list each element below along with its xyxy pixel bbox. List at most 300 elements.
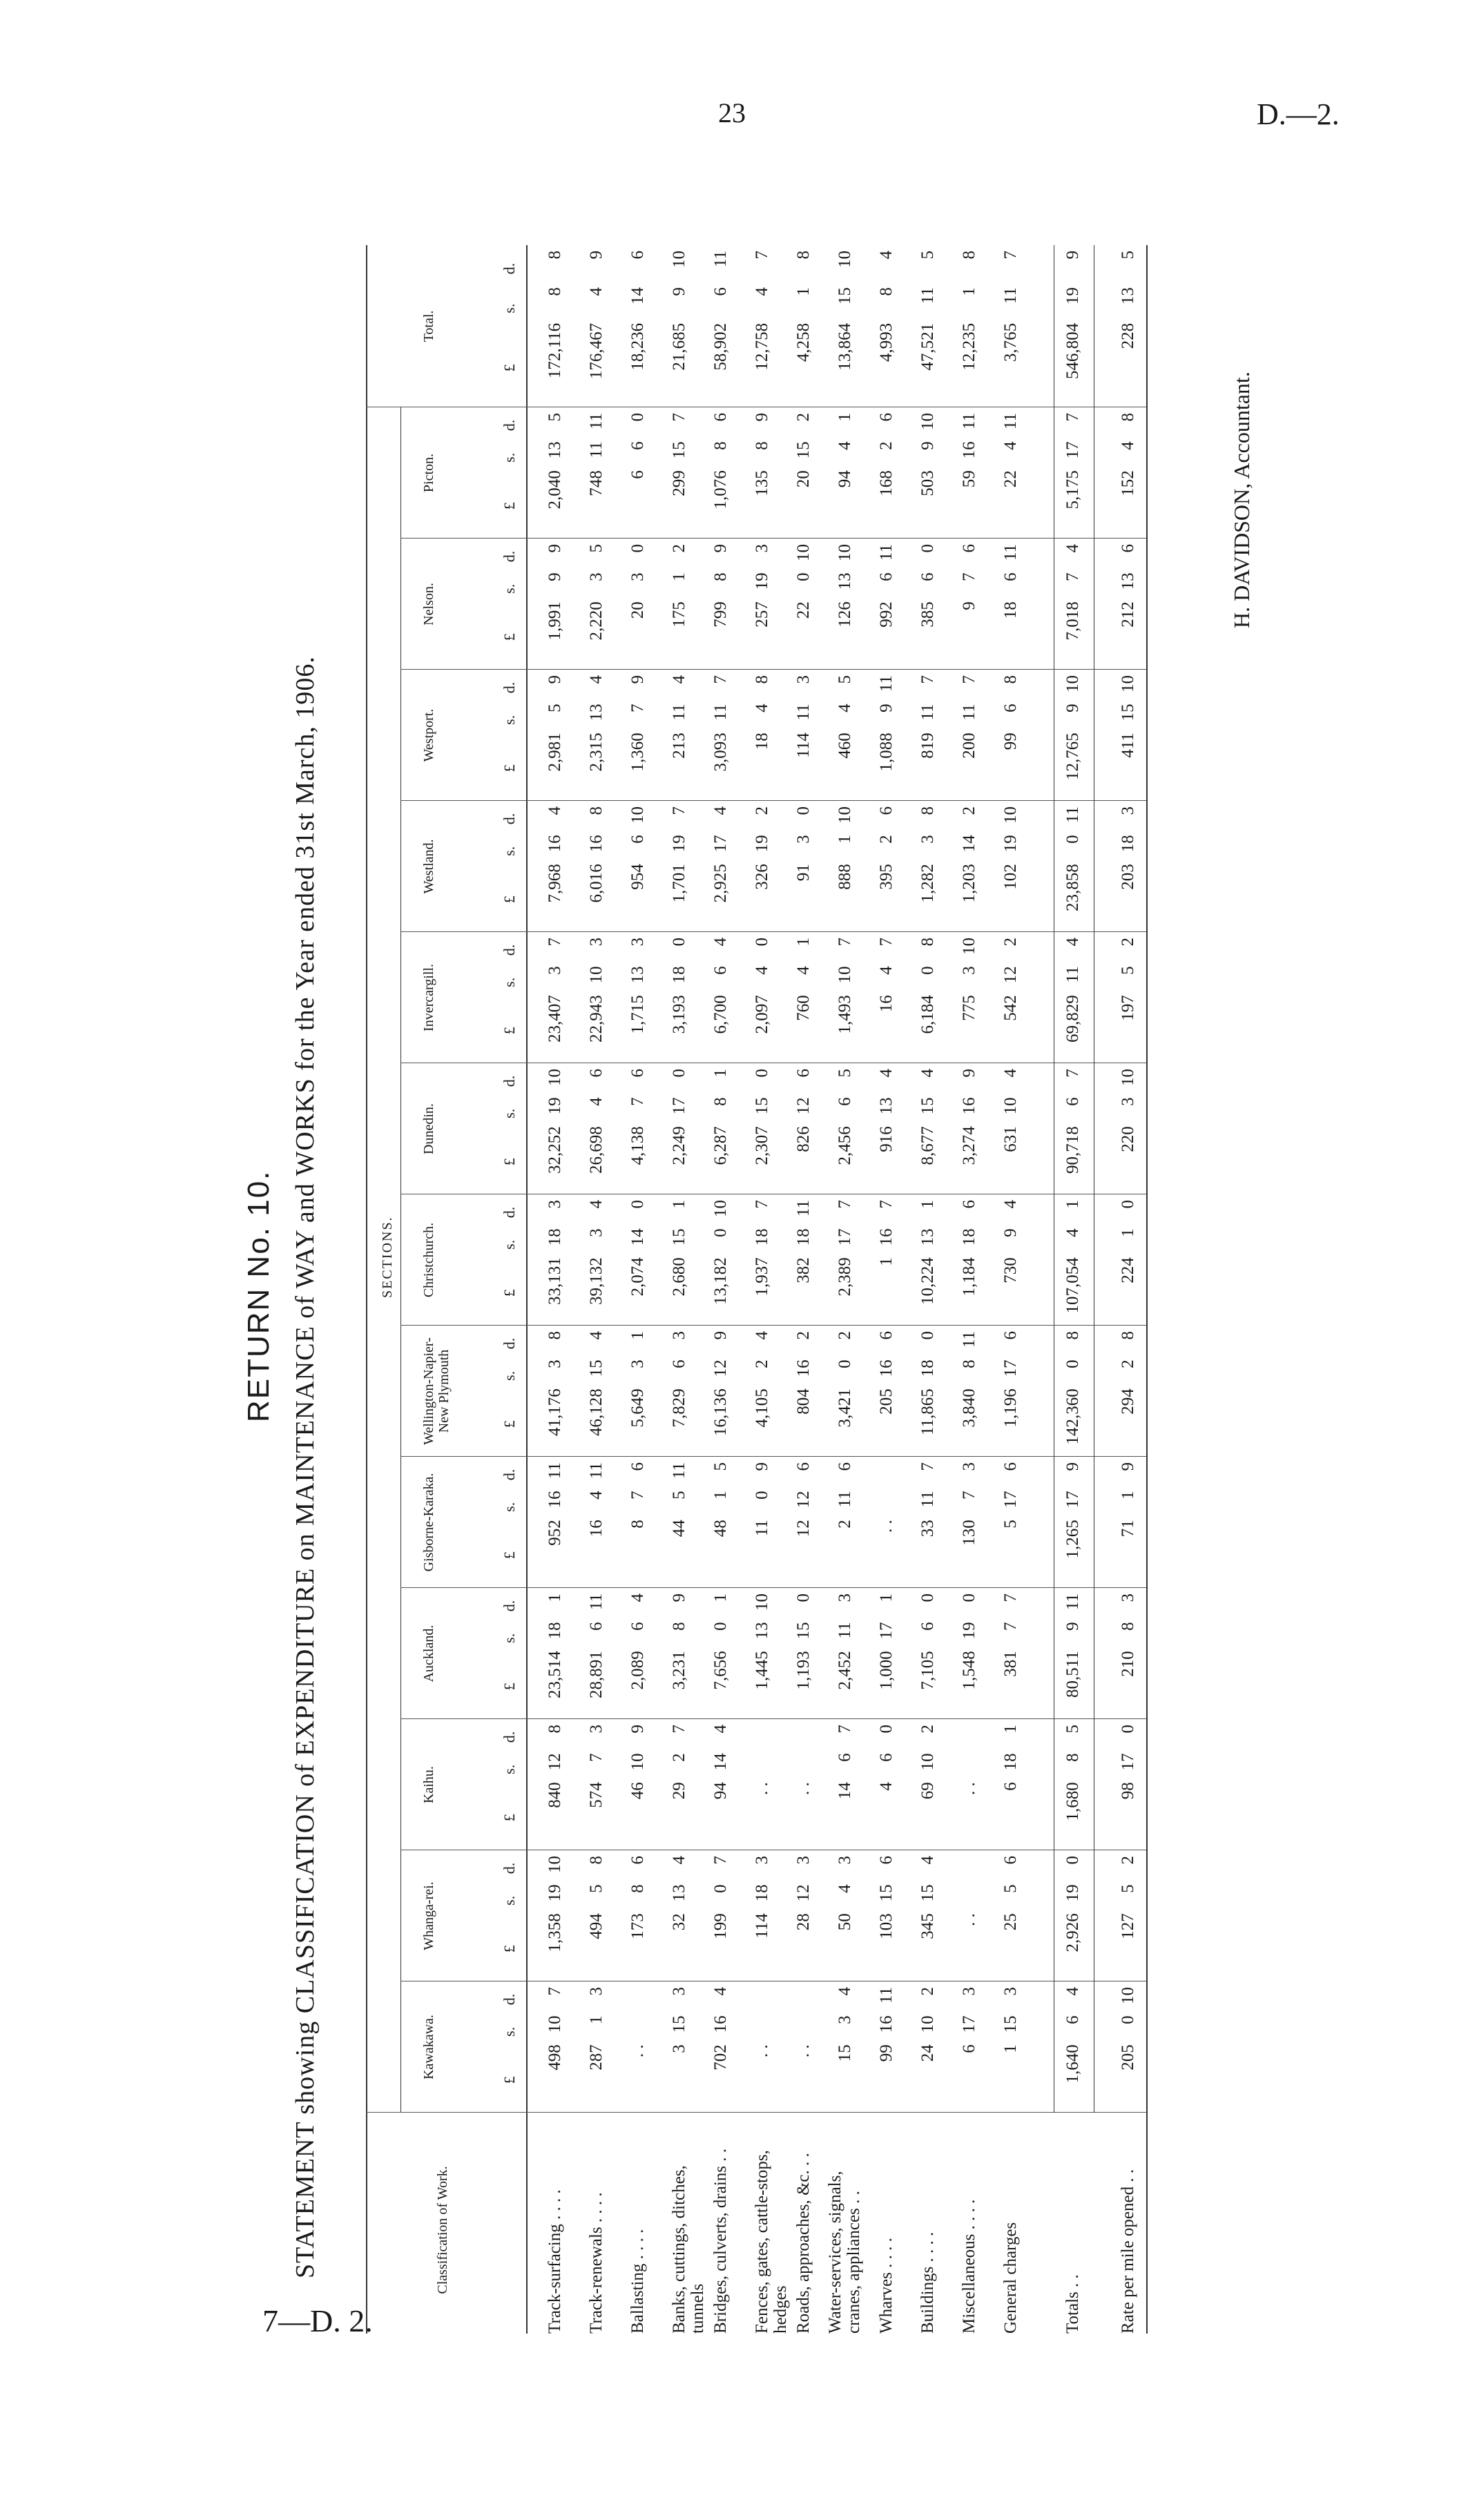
amount-shillings: 14 — [960, 835, 978, 853]
amount-pounds: 1,640 — [1063, 2044, 1082, 2084]
amount-pounds: 2,925 — [711, 864, 730, 903]
amount-pounds: 2,926 — [1063, 1913, 1082, 1952]
amount-pence: 5 — [836, 1069, 854, 1078]
unit-pound: £ — [501, 764, 518, 773]
amount-pounds: 168 — [877, 470, 896, 496]
unit-pound: £ — [501, 1420, 518, 1428]
amount-pence: 4 — [877, 251, 896, 260]
amount-pence: 6 — [960, 544, 978, 553]
amount-pence: 0 — [918, 1593, 937, 1602]
amount-pence: 3 — [670, 1987, 688, 1996]
amount-shillings: 4 — [587, 1097, 606, 1106]
amount-pence: 7 — [836, 938, 854, 947]
amount-pence: 7 — [1063, 1069, 1082, 1078]
amount-shillings: 18 — [753, 1228, 771, 1246]
amount-pounds: 760 — [794, 995, 813, 1021]
amount-pence: 6 — [1001, 1462, 1020, 1471]
amount-pounds: 1,680 — [1063, 1782, 1082, 1821]
amount-pounds: 819 — [918, 733, 937, 759]
unit-shilling: s. — [501, 846, 518, 856]
amount-shillings: 12 — [711, 1359, 730, 1377]
amount-pence: 1 — [1001, 1725, 1020, 1734]
column-header: Auckland. — [421, 1625, 436, 1683]
amount-pence: 8 — [587, 1856, 606, 1865]
amount-shillings: 18 — [545, 1622, 564, 1640]
amount-pounds: 1 — [1001, 2044, 1020, 2053]
amount-shillings: 17 — [1063, 1491, 1082, 1509]
amount-shillings: 11 — [836, 1622, 854, 1639]
amount-shillings: 5 — [545, 704, 564, 713]
amount-pence: 5 — [918, 251, 937, 260]
amount-shillings: 12 — [794, 1097, 813, 1115]
amount-shillings: 0 — [1063, 835, 1082, 844]
amount-pounds: 33,131 — [545, 1257, 564, 1305]
amount-pence: 4 — [711, 806, 730, 815]
amount-pounds: 3,765 — [1001, 322, 1020, 362]
amount-shillings: 13 — [545, 441, 564, 459]
amount-pounds: 6,184 — [918, 995, 937, 1034]
amount-pence: 0 — [960, 1593, 978, 1602]
amount-pounds: 28 — [794, 1913, 813, 1931]
amount-pounds: 7,018 — [1063, 601, 1082, 641]
amount-shillings: 10 — [836, 966, 854, 984]
unit-shilling: s. — [501, 1502, 518, 1512]
amount-pounds: 11,865 — [918, 1388, 937, 1436]
amount-pence: 8 — [1063, 1331, 1082, 1340]
unit-pence: d. — [501, 1731, 518, 1743]
amount-pounds: 114 — [794, 733, 813, 758]
amount-pence: 1 — [670, 1200, 688, 1209]
amount-pounds: 1,937 — [753, 1257, 771, 1297]
amount-shillings: 13 — [1119, 287, 1137, 305]
table-row-label: Buildings . . . . — [918, 2231, 937, 2334]
amount-pence: 4 — [711, 1987, 730, 1996]
amount-pounds: 7,105 — [918, 1651, 937, 1690]
amount-pence: 4 — [1063, 544, 1082, 553]
amount-shillings: 17 — [960, 2015, 978, 2033]
amount-shillings: 7 — [1001, 1622, 1020, 1631]
column-rule — [400, 1587, 1146, 1588]
sections-rule — [400, 407, 401, 2113]
amount-shillings: 10 — [587, 966, 606, 984]
amount-pounds: 220 — [1119, 1126, 1137, 1152]
amount-pence: 6 — [794, 1462, 813, 1471]
amount-pence: 10 — [753, 1593, 771, 1611]
sections-label: SECTIONS. — [380, 1216, 395, 1298]
amount-pounds: 775 — [960, 995, 978, 1021]
amount-pence: 4 — [918, 1069, 937, 1078]
unit-shilling: s. — [501, 2026, 518, 2037]
amount-shillings: 9 — [1063, 704, 1082, 713]
amount-pounds: 20 — [628, 601, 647, 619]
amount-shillings: 3 — [1119, 1097, 1137, 1106]
amount-pounds: 2,680 — [670, 1257, 688, 1297]
amount-pounds: 345 — [918, 1913, 937, 1939]
amount-shillings: 10 — [1001, 1097, 1020, 1115]
column-header: Whanga-rei. — [421, 1881, 436, 1950]
amount-pounds: 200 — [960, 733, 978, 759]
unit-pence: d. — [501, 1469, 518, 1481]
unit-pence: d. — [501, 1206, 518, 1219]
amount-pounds: 2,389 — [836, 1257, 854, 1297]
amount-pence: 3 — [1119, 1593, 1137, 1602]
amount-shillings: 6 — [918, 1622, 937, 1631]
amount-shillings: 1 — [670, 572, 688, 581]
amount-pounds: 12,765 — [1063, 733, 1082, 780]
amount-shillings: 7 — [628, 1097, 647, 1106]
amount-pence: 7 — [545, 1987, 564, 1996]
amount-pounds: 69,829 — [1063, 995, 1082, 1043]
amount-shillings: 0 — [1063, 1359, 1082, 1368]
amount-pence: 4 — [587, 1200, 606, 1209]
amount-pounds: 50 — [836, 1913, 854, 1931]
page-number: 23 — [718, 97, 746, 128]
amount-pence: 3 — [960, 1462, 978, 1471]
amount-pounds: 94 — [836, 470, 854, 488]
amount-pounds: 91 — [794, 864, 813, 882]
amount-shillings: 6 — [877, 572, 896, 581]
table-row-label: Track-surfacing . . . . — [545, 2189, 564, 2334]
column-header: Wellington-Napier-New Plymouth — [421, 1337, 452, 1445]
amount-pounds: 1,715 — [628, 995, 647, 1034]
column-header: Christchurch. — [421, 1222, 436, 1298]
amount-pence: 3 — [960, 1987, 978, 1996]
amount-pence: 1 — [794, 938, 813, 947]
amount-pence: 9 — [1063, 251, 1082, 260]
amount-pence: 7 — [545, 938, 564, 947]
column-rule — [400, 1718, 1146, 1719]
amount-shillings: 0 — [918, 966, 937, 975]
amount-pence: 7 — [836, 1725, 854, 1734]
amount-shillings: 1 — [587, 2015, 606, 2024]
amount-shillings: 10 — [628, 1753, 647, 1771]
amount-pence: 8 — [545, 1725, 564, 1734]
amount-pounds: 172,116 — [545, 322, 564, 379]
amount-shillings: 9 — [1063, 1622, 1082, 1631]
amount-pence: 3 — [753, 1856, 771, 1865]
amount-pence: 10 — [670, 251, 688, 268]
amount-pence: 4 — [877, 1069, 896, 1078]
table-top-rule — [366, 245, 367, 2334]
amount-pounds: 173 — [628, 1913, 647, 1939]
amount-pounds: 33 — [918, 1520, 937, 1538]
amount-pence: 11 — [794, 1200, 813, 1217]
amount-shillings: 6 — [711, 287, 730, 296]
amount-shillings: 9 — [918, 441, 937, 450]
amount-pounds: 13,182 — [711, 1257, 730, 1305]
amount-shillings: 15 — [918, 1097, 937, 1115]
amount-shillings: 4 — [836, 441, 854, 450]
amount-pounds: 13,864 — [836, 322, 854, 371]
amount-pence: 2 — [753, 806, 771, 815]
amount-shillings: 11 — [836, 1491, 854, 1508]
amount-shillings: 7 — [587, 1753, 606, 1762]
amount-pounds: 1,193 — [794, 1651, 813, 1690]
table-row-label: Wharves . . . . — [877, 2238, 896, 2334]
amount-pence: 2 — [794, 1331, 813, 1340]
amount-pounds: 16 — [587, 1520, 606, 1538]
amount-pounds: 135 — [753, 470, 771, 496]
amount-pence: 9 — [1119, 1462, 1137, 1471]
amount-pounds: 2,097 — [753, 995, 771, 1034]
amount-pounds: . . — [628, 2044, 647, 2057]
amount-pounds: 212 — [1119, 601, 1137, 628]
amount-pence: 5 — [587, 544, 606, 553]
amount-pounds: 22,943 — [587, 995, 606, 1043]
rotated-table-page — [228, 152, 1443, 2361]
amount-pounds: 1,358 — [545, 1913, 564, 1952]
amount-pounds: 1,282 — [918, 864, 937, 903]
amount-pence: 7 — [711, 1856, 730, 1865]
amount-pounds: 1,000 — [877, 1651, 896, 1690]
amount-pounds: 44 — [670, 1520, 688, 1538]
amount-pence: 10 — [794, 544, 813, 561]
amount-pence: 9 — [628, 675, 647, 684]
amount-shillings: 16 — [794, 1359, 813, 1377]
amount-pounds: 130 — [960, 1520, 978, 1546]
column-rule — [400, 1456, 1146, 1457]
unit-pound: £ — [501, 1814, 518, 1822]
amount-pence: 8 — [1001, 675, 1020, 684]
amount-shillings: 6 — [1063, 1097, 1082, 1106]
amount-pence: 10 — [1001, 806, 1020, 824]
amount-shillings: 4 — [587, 1491, 606, 1500]
amount-pence: 11 — [1001, 544, 1020, 561]
amount-pence: 10 — [1119, 1069, 1137, 1086]
unit-pound: £ — [501, 1683, 518, 1691]
amount-shillings: 16 — [545, 835, 564, 853]
amount-pounds: 542 — [1001, 995, 1020, 1021]
unit-pound: £ — [501, 364, 518, 372]
unit-shilling: s. — [501, 977, 518, 987]
column-rule — [400, 1325, 1146, 1326]
amount-pounds: 3,421 — [836, 1388, 854, 1428]
amount-pence: 10 — [545, 1069, 564, 1086]
table-row-label: Water-services, signals, cranes, appliances . . — [826, 2171, 863, 2334]
amount-pence: 7 — [877, 938, 896, 947]
amount-pence: 7 — [1001, 251, 1020, 260]
amount-pence: 8 — [918, 806, 937, 815]
amount-shillings: 11 — [587, 441, 606, 458]
amount-shillings: 4 — [1119, 441, 1137, 450]
amount-pounds: . . — [753, 1782, 771, 1795]
amount-pence: 6 — [877, 1331, 896, 1340]
amount-shillings: 0 — [711, 1884, 730, 1893]
amount-pence: 4 — [711, 1725, 730, 1734]
amount-pence: 3 — [1001, 1987, 1020, 1996]
column-rule — [400, 800, 1146, 801]
column-header: Westport. — [421, 708, 436, 762]
amount-pence: 0 — [1063, 1856, 1082, 1865]
amount-shillings: 11 — [918, 704, 937, 721]
column-header: Dunedin. — [421, 1103, 436, 1154]
table-row-label: Track-renewals . . . . — [587, 2192, 606, 2334]
amount-pence: 10 — [960, 938, 978, 955]
amount-shillings: 3 — [628, 572, 647, 581]
amount-pounds: 23,407 — [545, 995, 564, 1043]
amount-shillings: 6 — [1001, 572, 1020, 581]
amount-pounds: 18 — [753, 733, 771, 750]
amount-pence: 4 — [836, 1987, 854, 1996]
amount-pence: 6 — [877, 1856, 896, 1865]
amount-pounds: 94 — [711, 1782, 730, 1800]
amount-pounds: 395 — [877, 864, 896, 890]
amount-shillings: 6 — [918, 572, 937, 581]
amount-shillings: 3 — [587, 1228, 606, 1237]
amount-pounds: . . — [877, 1520, 896, 1533]
amount-pence: 0 — [1119, 1725, 1137, 1734]
amount-pence: 11 — [877, 1987, 896, 2004]
amount-pounds: 28,891 — [587, 1651, 606, 1698]
column-rule — [400, 538, 1146, 539]
amount-pence: 3 — [587, 1987, 606, 1996]
amount-pence: 9 — [711, 544, 730, 553]
amount-pence: 10 — [918, 413, 937, 430]
amount-pence: 3 — [794, 1856, 813, 1865]
amount-pounds: 205 — [1119, 2044, 1137, 2071]
amount-pounds: . . — [794, 1782, 813, 1795]
amount-pence: 4 — [1063, 1987, 1082, 1996]
amount-pounds: 142,360 — [1063, 1388, 1082, 1445]
amount-shillings: 4 — [836, 704, 854, 713]
amount-shillings: 11 — [918, 1491, 937, 1508]
unit-shilling: s. — [501, 1895, 518, 1906]
amount-shillings: 15 — [587, 1359, 606, 1377]
amount-pence: 11 — [545, 1462, 564, 1480]
amount-pence: 1 — [1063, 1200, 1082, 1209]
table-row-label: General charges — [1001, 2222, 1020, 2334]
amount-shillings: 2 — [1119, 1359, 1137, 1368]
amount-pounds: 16,136 — [711, 1388, 730, 1436]
amount-shillings: 15 — [670, 441, 688, 459]
amount-pounds: 3 — [670, 2044, 688, 2053]
amount-shillings: 2 — [670, 1753, 688, 1762]
amount-pounds: 826 — [794, 1126, 813, 1152]
amount-shillings: 2 — [877, 835, 896, 844]
amount-pence: 10 — [836, 544, 854, 561]
amount-shillings: 0 — [1119, 2015, 1137, 2024]
amount-shillings: 19 — [670, 835, 688, 853]
amount-pence: 11 — [1063, 806, 1082, 824]
amount-pence: 4 — [587, 675, 606, 684]
unit-pence: d. — [501, 944, 518, 956]
amount-pence: 4 — [1001, 1200, 1020, 1209]
amount-pounds: 10,224 — [918, 1257, 937, 1305]
amount-pounds: 8,677 — [918, 1126, 937, 1165]
amount-pounds: 702 — [711, 2044, 730, 2071]
amount-pounds: 494 — [587, 1913, 606, 1939]
amount-pence: 11 — [1063, 1593, 1082, 1611]
unit-pound: £ — [501, 2076, 518, 2084]
column-header: Picton. — [421, 453, 436, 493]
unit-shilling: s. — [501, 303, 518, 313]
amount-shillings: 18 — [794, 1228, 813, 1246]
amount-pence: 8 — [753, 675, 771, 684]
amount-shillings: 3 — [545, 966, 564, 975]
amount-shillings: 11 — [794, 704, 813, 721]
amount-shillings: 7 — [1063, 572, 1082, 581]
amount-pence: 8 — [960, 251, 978, 260]
amount-pence: 5 — [836, 675, 854, 684]
amount-pence: 9 — [587, 251, 606, 260]
table-row-label: Bridges, culverts, drains . . — [711, 2148, 730, 2334]
amount-pence: 3 — [836, 1856, 854, 1865]
column-header: Westland. — [421, 839, 436, 894]
amount-shillings: 13 — [628, 966, 647, 984]
amount-pence: 7 — [753, 1200, 771, 1209]
amount-pence: 3 — [1119, 806, 1137, 815]
amount-shillings: 12 — [794, 1491, 813, 1509]
amount-pence: 6 — [877, 413, 896, 422]
amount-pounds: 228 — [1119, 322, 1137, 349]
amount-pence: 10 — [1119, 675, 1137, 692]
amount-pounds: 114 — [753, 1913, 771, 1939]
amount-pounds: 2,307 — [753, 1126, 771, 1165]
amount-pounds: 916 — [877, 1126, 896, 1152]
amount-pounds: 32 — [670, 1913, 688, 1931]
amount-shillings: 18 — [1119, 835, 1137, 853]
amount-shillings: 3 — [836, 2015, 854, 2024]
amount-pounds: . . — [960, 1913, 978, 1926]
amount-pounds: 5 — [1001, 1520, 1020, 1529]
amount-shillings: 10 — [545, 2015, 564, 2033]
amount-pence: 2 — [1119, 1856, 1137, 1865]
amount-pence: 7 — [670, 1725, 688, 1734]
amount-shillings: 15 — [794, 441, 813, 459]
amount-pence: 9 — [960, 1069, 978, 1078]
amount-pence: 0 — [794, 1593, 813, 1602]
amount-pence: 11 — [877, 675, 896, 692]
amount-pence: 11 — [877, 544, 896, 561]
amount-shillings: 5 — [670, 1491, 688, 1500]
amount-shillings: 6 — [836, 1097, 854, 1106]
amount-pounds: 503 — [918, 470, 937, 496]
amount-pounds: 18,236 — [628, 322, 647, 371]
unit-pound: £ — [501, 1158, 518, 1166]
amount-shillings: 13 — [753, 1622, 771, 1640]
amount-shillings: 8 — [711, 572, 730, 581]
amount-shillings: 18 — [960, 1228, 978, 1246]
amount-pounds: 2 — [836, 1520, 854, 1529]
amount-shillings: 13 — [587, 704, 606, 721]
unit-shilling: s. — [501, 1633, 518, 1643]
amount-shillings: 0 — [711, 1622, 730, 1631]
amount-shillings: 1 — [794, 287, 813, 296]
amount-shillings: 8 — [877, 287, 896, 296]
amount-shillings: 4 — [794, 966, 813, 975]
column-header: Kawakawa. — [421, 2015, 436, 2080]
amount-pounds: 8 — [628, 1520, 647, 1529]
amount-pence: 2 — [670, 544, 688, 553]
amount-pounds: 21,685 — [670, 322, 688, 371]
amount-shillings: 1 — [960, 287, 978, 296]
amount-shillings: 0 — [794, 572, 813, 581]
amount-pounds: 58,902 — [711, 322, 730, 371]
amount-pence: 11 — [711, 251, 730, 268]
amount-shillings: 0 — [753, 1491, 771, 1500]
amount-pounds: 20 — [794, 470, 813, 488]
unit-shilling: s. — [501, 1764, 518, 1774]
amount-shillings: 1 — [711, 1491, 730, 1500]
rate-row-label: Rate per mile opened . . — [1119, 2169, 1137, 2334]
amount-pounds: 804 — [794, 1388, 813, 1415]
amount-pounds: 992 — [877, 601, 896, 628]
amount-pounds: 210 — [1119, 1651, 1137, 1677]
amount-pence: 2 — [918, 1725, 937, 1734]
amount-pounds: 2,456 — [836, 1126, 854, 1165]
column-rule — [400, 669, 1146, 670]
amount-shillings: 15 — [670, 2015, 688, 2033]
